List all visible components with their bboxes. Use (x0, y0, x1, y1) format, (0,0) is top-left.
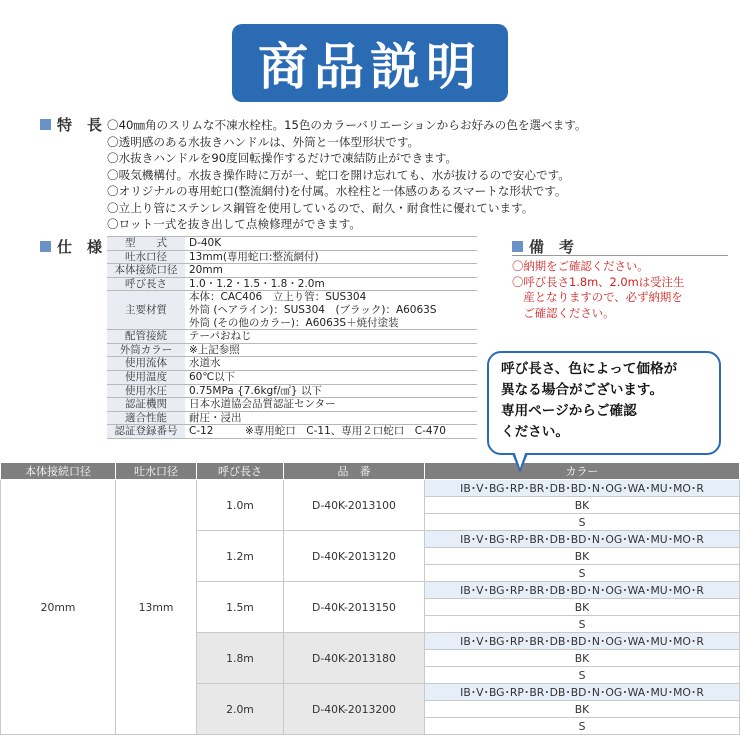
connection-cell: 20mm (1, 480, 116, 735)
color-cell: IB･V･BG･RP･BR･DB･BD･N･OG･WA･MU･MO･R (425, 684, 740, 701)
features-heading-label: 特 長 (57, 116, 103, 134)
spec-label: 本体接続口径 (107, 264, 185, 278)
callout-line: ください。 (501, 424, 569, 440)
spec-label: 呼び長さ (107, 277, 185, 291)
color-cell: S (425, 565, 740, 582)
remarks-heading-label: 備 考 (529, 238, 575, 256)
spec-heading (40, 236, 102, 257)
callout-tail-inner (514, 451, 526, 468)
color-cell: S (425, 514, 740, 531)
price-callout (487, 351, 721, 455)
color-cell: BK (425, 548, 740, 565)
code-cell: D-40K-2013180 (284, 633, 425, 684)
remarks-line: 〇納期をご確認ください。 (512, 259, 649, 273)
spec-label: 吐水口径 (107, 250, 185, 264)
color-cell: BK (425, 497, 740, 514)
spec-label: 配管接続 (107, 330, 185, 344)
table-row (1, 480, 740, 497)
spec-row (107, 398, 477, 412)
spec-row (107, 357, 477, 371)
remarks-text (512, 259, 728, 321)
spec-row (107, 425, 477, 439)
feature-item: 〇40㎜角のスリムな不凍水栓柱。15色のカラーバリエーションからお好みの色を選べます。 (107, 118, 587, 132)
features-heading (40, 114, 102, 135)
remarks-line: 産となりますので、必ず納期を (512, 290, 683, 304)
outlet-cell: 13mm (116, 480, 197, 735)
spec-label: 認証登録番号 (107, 425, 185, 439)
header-connection: 本体接続口径 (1, 463, 116, 480)
square-bullet-icon (40, 119, 51, 130)
spec-value: ※上記参照 (185, 343, 477, 357)
spec-value: 日本水道協会品質認証センター (185, 398, 477, 412)
spec-value: 本体：CAC406 立上り管：SUS304 外筒 (ヘアライン)：SUS304 (ブラック)：A6063S 外筒 (その他のカラー)：A6063S＋焼付塗装 (185, 291, 477, 330)
product-table (0, 462, 740, 735)
callout-line: 呼び長さ、色によって価格が (501, 361, 678, 377)
spec-label: 外筒カラー (107, 343, 185, 357)
page-banner (232, 24, 508, 102)
color-cell: IB･V･BG･RP･BR･DB･BD･N･OG･WA･MU･MO･R (425, 531, 740, 548)
spec-row (107, 237, 477, 251)
length-cell: 1.2m (197, 531, 284, 582)
color-cell: S (425, 616, 740, 633)
spec-row (107, 384, 477, 398)
color-cell: BK (425, 650, 740, 667)
spec-value: テーパおねじ (185, 330, 477, 344)
spec-row (107, 330, 477, 344)
spec-table (107, 236, 477, 439)
code-cell: D-40K-2013200 (284, 684, 425, 735)
spec-value: 20mm (185, 264, 477, 278)
remarks-heading (512, 236, 574, 257)
header-code: 品 番 (284, 463, 425, 480)
remarks-divider (512, 255, 728, 256)
spec-label: 型 式 (107, 237, 185, 251)
spec-value: 13mm(専用蛇口:整流網付) (185, 250, 477, 264)
spec-heading-label: 仕 様 (57, 238, 103, 256)
features-list (107, 117, 727, 233)
banner-title: 商品説明 (258, 38, 482, 96)
color-cell: S (425, 718, 740, 735)
spec-label: 認証機関 (107, 398, 185, 412)
length-cell: 1.8m (197, 633, 284, 684)
spec-row (107, 277, 477, 291)
callout-line: 専用ページからご確認 (501, 403, 637, 419)
spec-value: C-12 ※専用蛇口 C-11、専用２口蛇口 C-470 (185, 425, 477, 439)
length-cell: 1.0m (197, 480, 284, 531)
spec-row (107, 291, 477, 330)
feature-item: 〇吸気機構付。水抜き操作時に万が一、蛇口を開け忘れても、水が抜けるので安心です。 (107, 167, 570, 182)
color-cell: S (425, 667, 740, 684)
feature-item: 〇水抜きハンドルを90度回転操作するだけで凍結防止ができます。 (107, 151, 458, 165)
spec-row (107, 250, 477, 264)
feature-item: 〇透明感のある水抜きハンドルは、外筒と一体型形状です。 (107, 134, 420, 149)
spec-label: 使用温度 (107, 370, 185, 384)
color-cell: IB･V･BG･RP･BR･DB･BD･N･OG･WA･MU･MO･R (425, 480, 740, 497)
length-cell: 2.0m (197, 684, 284, 735)
feature-item: 〇立上り管にステンレス鋼管を使用しているので、耐久・耐食性に優れています。 (107, 200, 534, 215)
callout-line: 異なる場合がございます。 (501, 382, 664, 398)
color-cell: BK (425, 599, 740, 616)
length-cell: 1.5m (197, 582, 284, 633)
spec-label: 使用流体 (107, 357, 185, 371)
color-cell: IB･V･BG･RP･BR･DB･BD･N･OG･WA･MU･MO･R (425, 633, 740, 650)
spec-row (107, 264, 477, 278)
remarks-line: 〇呼び長さ1.8m、2.0mは受注生 (512, 274, 685, 289)
spec-value: 1.0・1.2・1.5・1.8・2.0m (185, 277, 477, 291)
spec-value: 耐圧・浸出 (185, 411, 477, 425)
square-bullet-icon (512, 241, 523, 252)
spec-row (107, 411, 477, 425)
spec-label: 使用水圧 (107, 384, 185, 398)
header-outlet: 吐水口径 (116, 463, 197, 480)
spec-value: 60℃以下 (185, 370, 477, 384)
code-cell: D-40K-2013120 (284, 531, 425, 582)
spec-label: 主要材質 (107, 291, 185, 330)
product-table-header (1, 463, 740, 480)
spec-row (107, 343, 477, 357)
square-bullet-icon (40, 241, 51, 252)
spec-value: 水道水 (185, 357, 477, 371)
color-cell: IB･V･BG･RP･BR･DB･BD･N･OG･WA･MU･MO･R (425, 582, 740, 599)
spec-value: 0.75MPa {7.6kgf/㎠} 以下 (185, 384, 477, 398)
color-cell: BK (425, 701, 740, 718)
spec-value: D-40K (185, 237, 477, 251)
feature-item: 〇オリジナルの専用蛇口(整流網付)を付属。水栓柱と一体感のあるスマートな形状です。 (107, 184, 567, 198)
spec-label: 適合性能 (107, 411, 185, 425)
spec-row (107, 370, 477, 384)
header-color: カラー (425, 463, 740, 480)
code-cell: D-40K-2013150 (284, 582, 425, 633)
remarks-line: ご確認ください。 (512, 305, 615, 320)
header-length: 呼び長さ (197, 463, 284, 480)
feature-item: 〇ロット一式を抜き出して点検修理ができます。 (107, 217, 361, 231)
code-cell: D-40K-2013100 (284, 480, 425, 531)
